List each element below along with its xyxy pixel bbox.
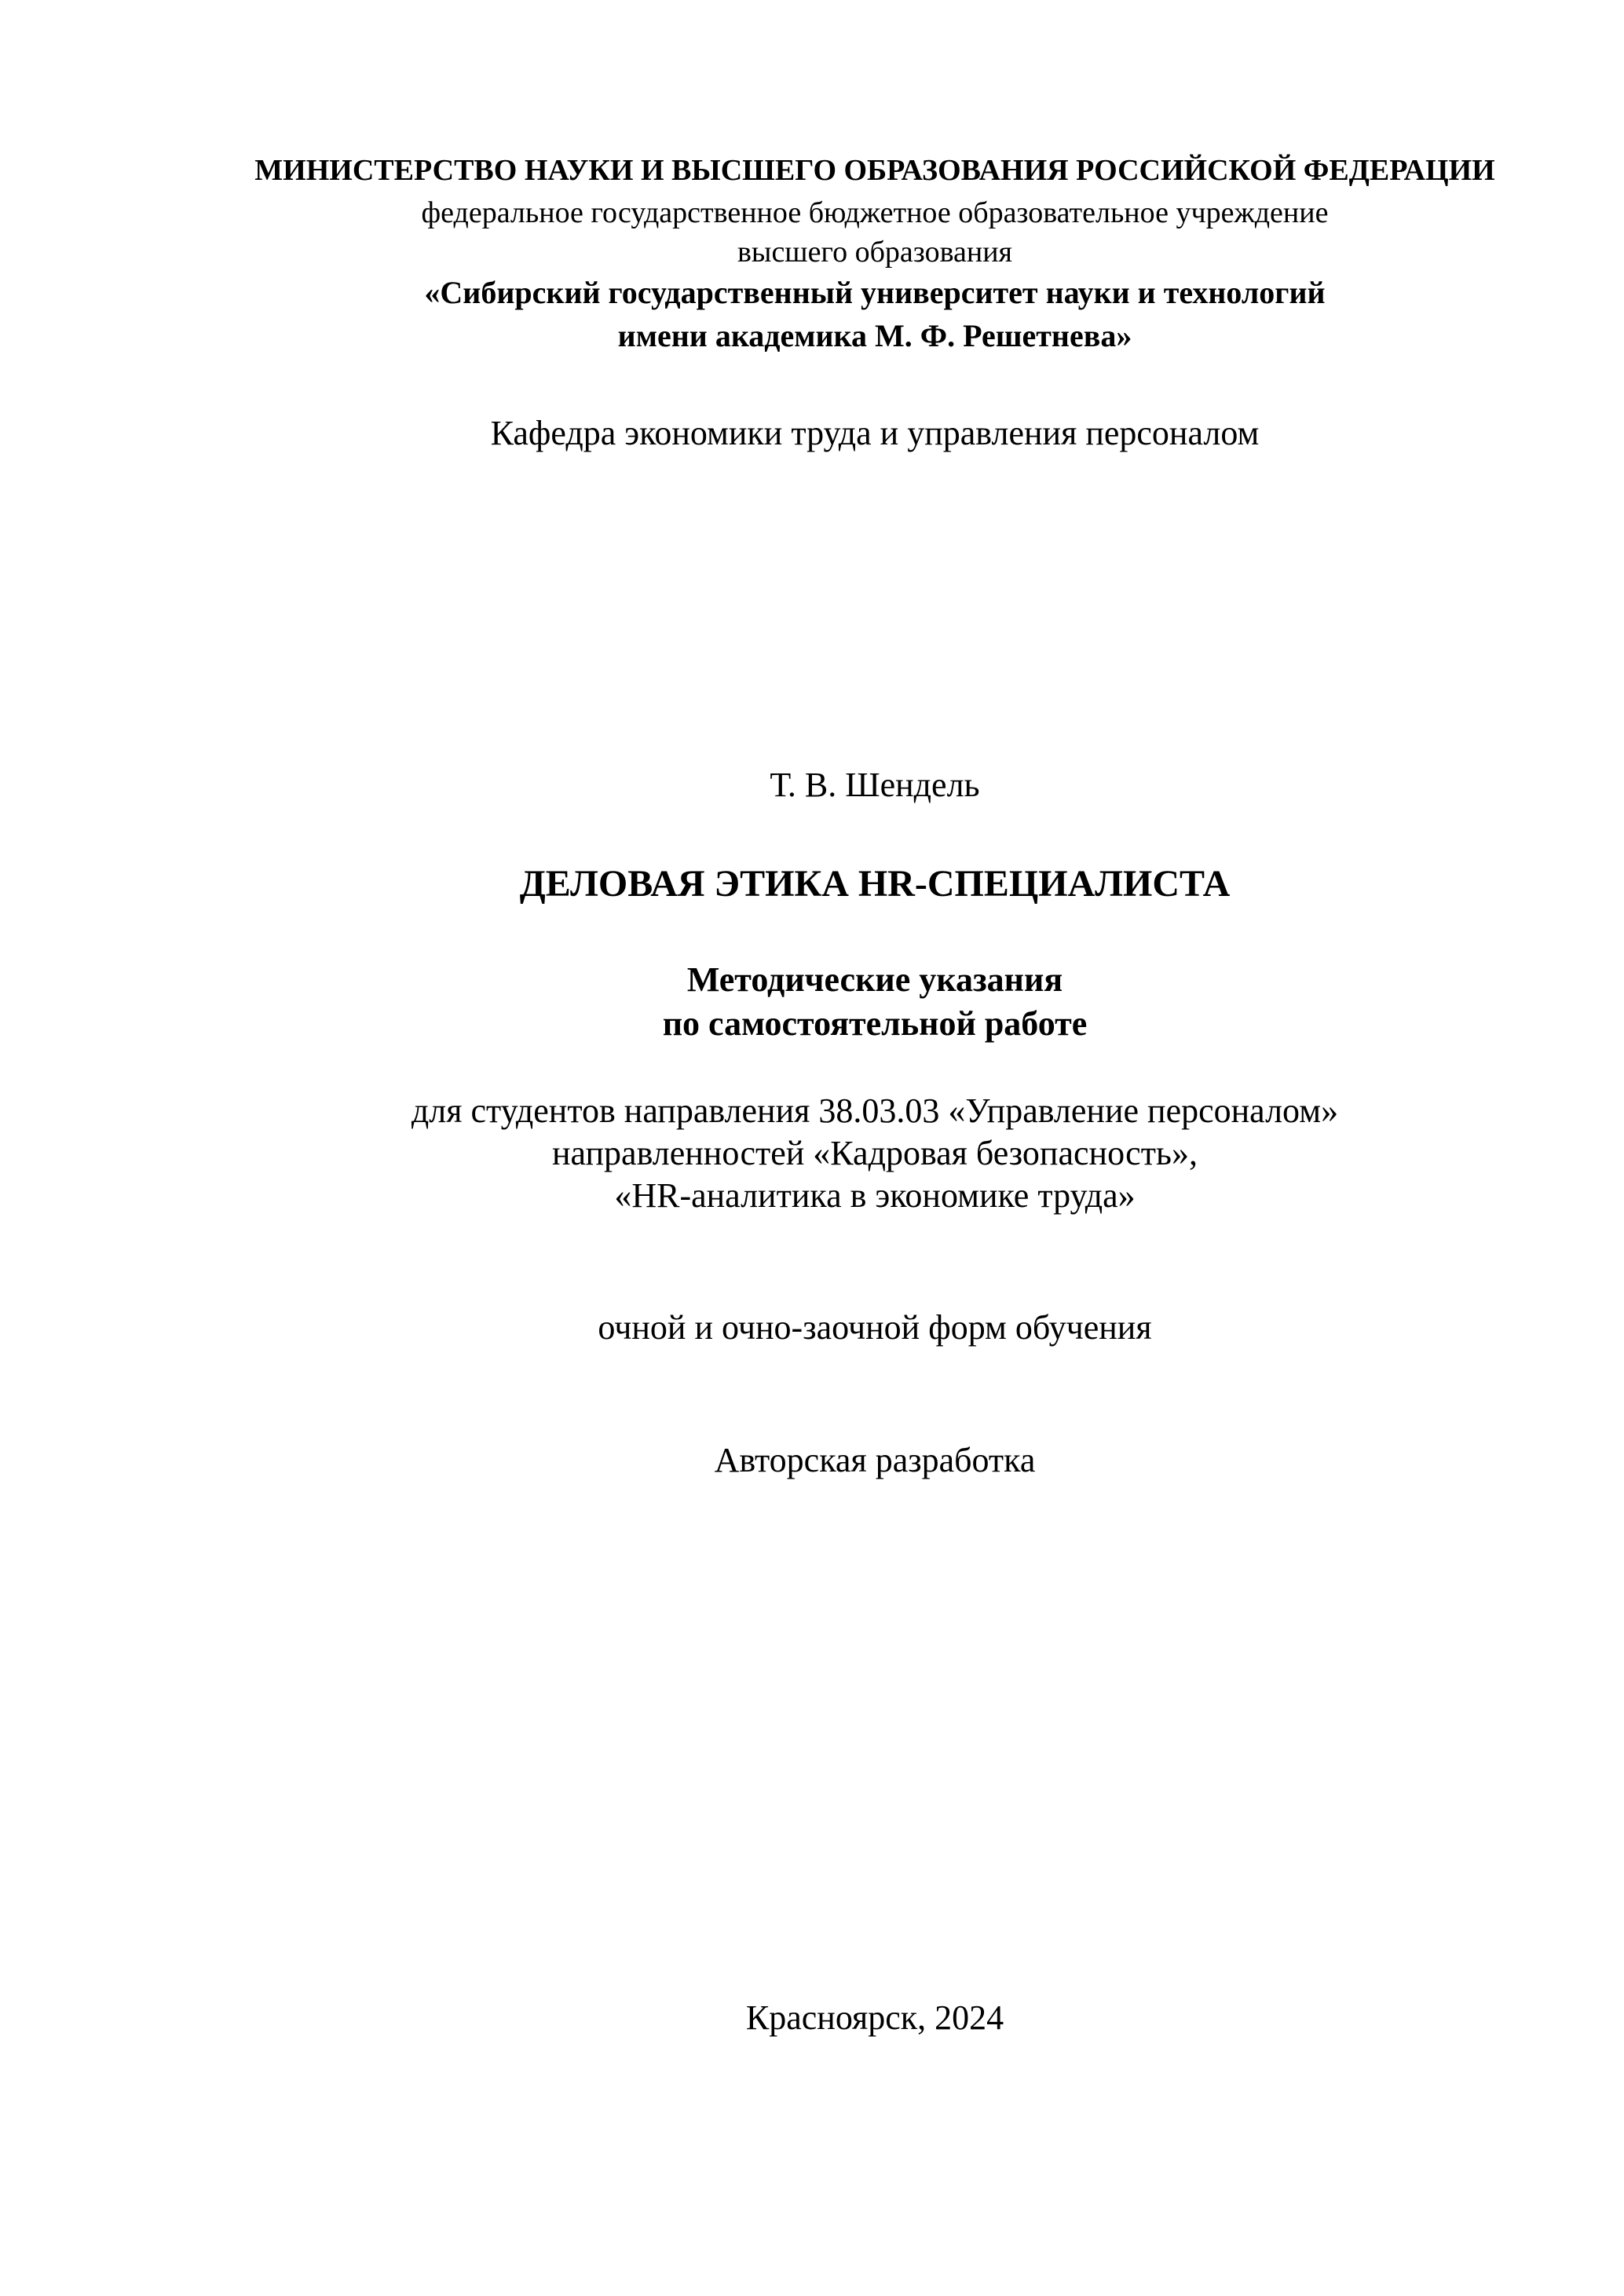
city-year: Красноярск, 2024 [745,1998,1004,2037]
audience-line1: для студентов направления 38.03.03 «Управление персоналом» [411,1091,1339,1130]
document-subtitle-line2: по самостоятельной работе [662,1004,1088,1043]
department-name: Кафедра экономики труда и управления персоналом [490,414,1260,452]
university-name-line2: имени академика М. Ф. Решетнева» [617,318,1132,353]
development-type: Авторская разработка [714,1441,1036,1479]
university-name-line1: «Сибирский государственный университет науки и технологий [424,275,1326,310]
document-subtitle-line1: Методические указания [686,960,1063,999]
institution-type-line2: высшего образования [737,236,1013,269]
author-name: Т. В. Шендель [770,766,980,804]
ministry-heading: МИНИСТЕРСТВО НАУКИ И ВЫСШЕГО ОБРАЗОВАНИЯ РОССИЙСКОЙ ФЕДЕРАЦИИ [254,154,1495,187]
document-title: ДЕЛОВАЯ ЭТИКА HR-СПЕЦИАЛИСТА [519,863,1231,905]
study-forms: очной и очно-заочной форм обучения [598,1308,1152,1347]
audience-line3: «HR-аналитика в экономике труда» [614,1176,1136,1215]
audience-line2: направленностей «Кадровая безопасность», [552,1134,1198,1172]
institution-type-line1: федеральное государственное бюджетное образовательное учреждение [421,196,1329,229]
